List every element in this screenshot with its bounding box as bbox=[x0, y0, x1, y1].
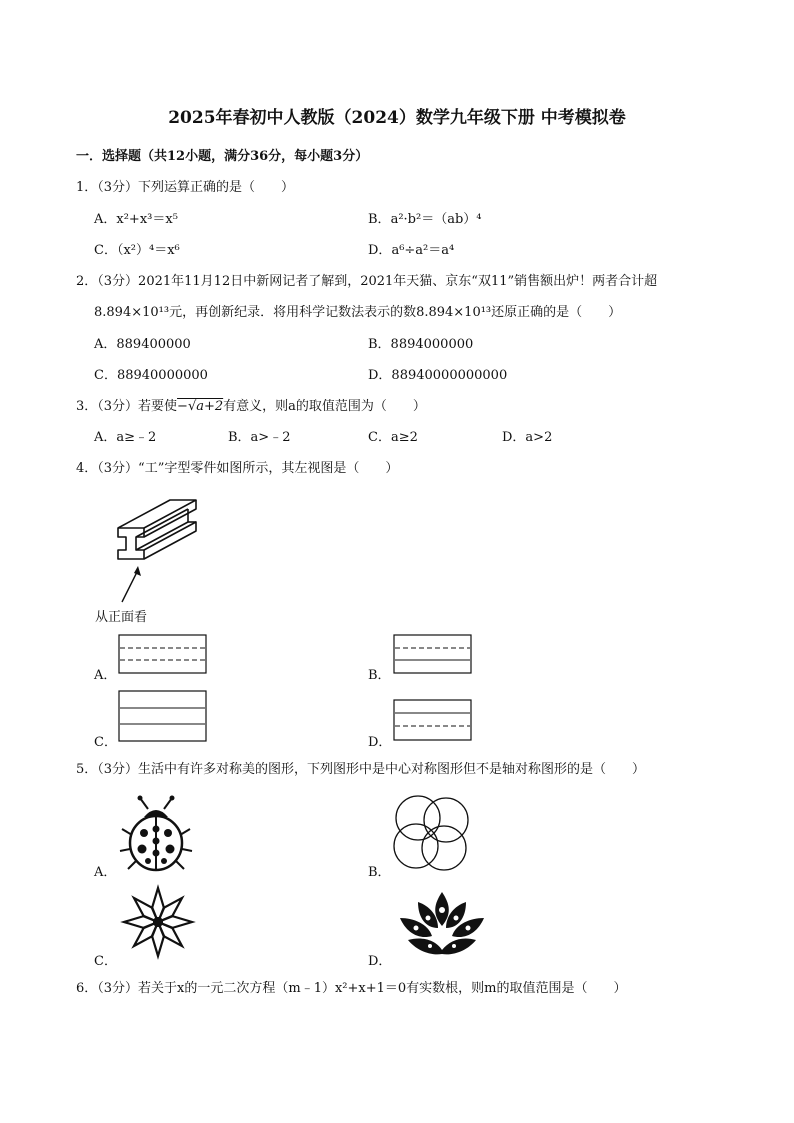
q4-option-b-label: B． bbox=[368, 668, 391, 683]
q5-option-d-label: D． bbox=[368, 954, 392, 969]
q2-option-c: C．88940000000 bbox=[94, 368, 208, 383]
q4-option-a-label: A． bbox=[94, 668, 117, 683]
q1-option-b: B．a²·b²＝（ab）⁴ bbox=[368, 212, 482, 227]
q5-option-b-label: B． bbox=[368, 865, 391, 880]
q4-option-c-label: C． bbox=[94, 735, 117, 750]
q4-option-a-figure bbox=[118, 634, 208, 676]
q1-option-d-text: a⁶÷a²＝a⁴ bbox=[391, 243, 455, 258]
q3-option-b: B．a>﹣2 bbox=[228, 430, 291, 445]
flower-star-icon bbox=[116, 884, 200, 960]
q4-option-b-figure bbox=[393, 634, 473, 676]
lotus-papercut-icon bbox=[394, 884, 490, 960]
q4-option-d-label: D． bbox=[368, 735, 392, 750]
q3-option-d: D．a>2 bbox=[502, 430, 553, 445]
q4-option-c-figure bbox=[118, 690, 208, 744]
q5-option-a-label: A． bbox=[94, 865, 117, 880]
question-5-stem: 5．（3分）生活中有许多对称美的图形，下列图形中是中心对称图形但不是轴对称图形的是（ ） bbox=[76, 762, 646, 777]
radical-expression: −√a+2 bbox=[177, 399, 224, 414]
four-circles-icon bbox=[388, 790, 476, 876]
q4-option-d-figure bbox=[393, 699, 473, 743]
q1-option-d: D．a⁶÷a²＝a⁴ bbox=[368, 243, 455, 258]
section-heading: 一．选择题（共12小题，满分36分，每小题3分） bbox=[76, 149, 369, 164]
question-1-stem: 1．（3分）下列运算正确的是（ ） bbox=[76, 180, 295, 195]
question-2-line-2: 8.894×10¹³元，再创新纪录．将用科学记数法表示的数8.894×10¹³还原正确的是（ ） bbox=[94, 305, 622, 320]
q2-option-a: A．889400000 bbox=[94, 337, 191, 352]
question-6-stem: 6．（3分）若关于x的一元二次方程（m﹣1）x²+x+1＝0有实数根，则m的取值范围是（ ） bbox=[76, 981, 627, 996]
question-4-stem: 4．（3分）“工”字型零件如图所示，其左视图是（ ） bbox=[76, 461, 399, 476]
page-title: 2025年春初中人教版（2024）数学九年级下册 中考模拟卷 bbox=[168, 108, 626, 128]
figure-caption: 从正面看 bbox=[95, 610, 148, 625]
ladybug-icon bbox=[114, 795, 198, 875]
q1-option-a-text: x²+x³＝x⁵ bbox=[116, 212, 178, 227]
q5-option-c-label: C． bbox=[94, 954, 117, 969]
q1-option-c: C．（x²）⁴＝x⁶ bbox=[94, 243, 180, 258]
q2-option-b: B．8894000000 bbox=[368, 337, 474, 352]
q3-option-a: A．a≥﹣2 bbox=[94, 430, 157, 445]
q3-option-c: C．a≥2 bbox=[368, 430, 418, 445]
q1-option-c-text: （x²）⁴＝x⁶ bbox=[116, 243, 180, 258]
question-3-stem: 3．（3分）若要使−√a+2有意义，则a的取值范围为（ ） bbox=[76, 399, 426, 414]
i-beam-figure bbox=[108, 480, 218, 610]
question-2-line-1: 2．（3分）2021年11月12日中新网记者了解到，2021年天猫、京东“双11”销售额出炉！两者合计超 bbox=[76, 274, 658, 289]
q2-option-d: D．88940000000000 bbox=[368, 368, 508, 383]
q1-option-a: A．x²+x³＝x⁵ bbox=[94, 212, 178, 227]
q1-option-b-text: a²·b²＝（ab）⁴ bbox=[390, 212, 482, 227]
